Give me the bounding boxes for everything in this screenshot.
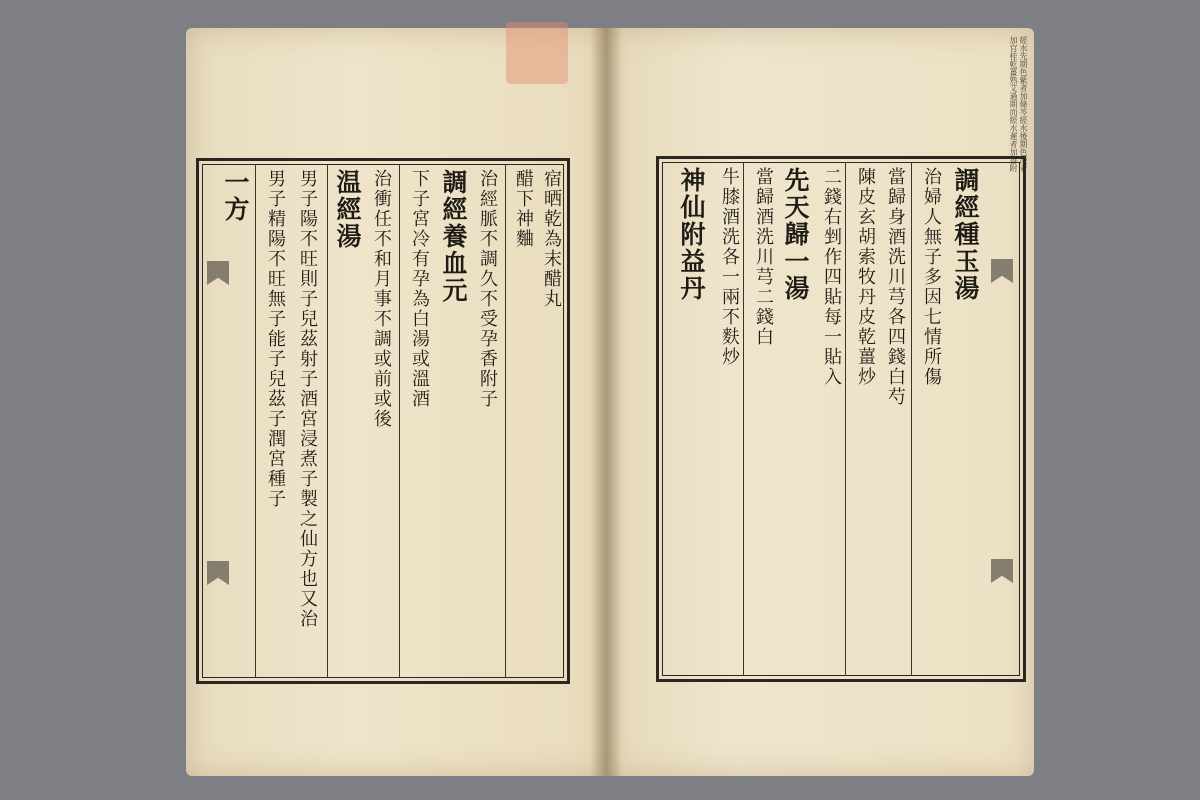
- book-gutter: [590, 28, 622, 776]
- library-seal: [506, 22, 568, 84]
- body-column: 治婦人無子多因七情所傷: [921, 167, 942, 387]
- heading-tiaojing-zhongyu-tang: 調經種玉湯: [951, 167, 980, 302]
- body-column: 當歸身酒洗川芎各四錢白芍: [885, 167, 906, 407]
- margin-annotation: 經水先期色紫者加條芩經水後期色淡者加官桂乾薑熟艾過期而經水遲者加香附: [1009, 36, 1028, 172]
- heading-tiaojing-yangxue-yuan: 調經養血元: [439, 169, 468, 304]
- left-page: [186, 28, 606, 776]
- body-column: 醋下神麯: [513, 169, 534, 249]
- body-column: 宿晒乾為末醋丸: [541, 169, 562, 309]
- body-column: 牛膝酒洗各一兩不麩炒: [719, 167, 740, 367]
- body-column: 二錢右剉作四貼每一貼入: [821, 167, 842, 387]
- heading-shenxian-fuyi-dan: 神仙附益丹: [677, 167, 706, 302]
- book: [186, 28, 1034, 776]
- body-column: 下子宮冷有孕為白湯或溫酒: [409, 169, 430, 409]
- heading-wenjing-tang: 温經湯: [333, 169, 362, 250]
- heading-one-fang: 一方: [221, 169, 250, 223]
- heading-xiantian-guiyi-tang: 先天歸一湯: [781, 167, 810, 302]
- body-column: 陳皮玄胡索牧丹皮乾薑炒: [855, 167, 876, 387]
- body-column: 當歸酒洗川芎二錢白: [753, 167, 774, 347]
- body-column: 治經脈不調久不受孕香附子: [477, 169, 498, 409]
- body-column: 男子陽不旺則子兒茲射子酒宮浸煮子製之仙方也又治: [297, 169, 318, 629]
- body-column: 治衝任不和月事不調或前或後: [371, 169, 392, 429]
- left-text-frame: [196, 158, 570, 684]
- right-text-frame: [656, 156, 1026, 682]
- body-column: 男子精陽不旺無子能子兒茲子潤宮種子: [265, 169, 286, 509]
